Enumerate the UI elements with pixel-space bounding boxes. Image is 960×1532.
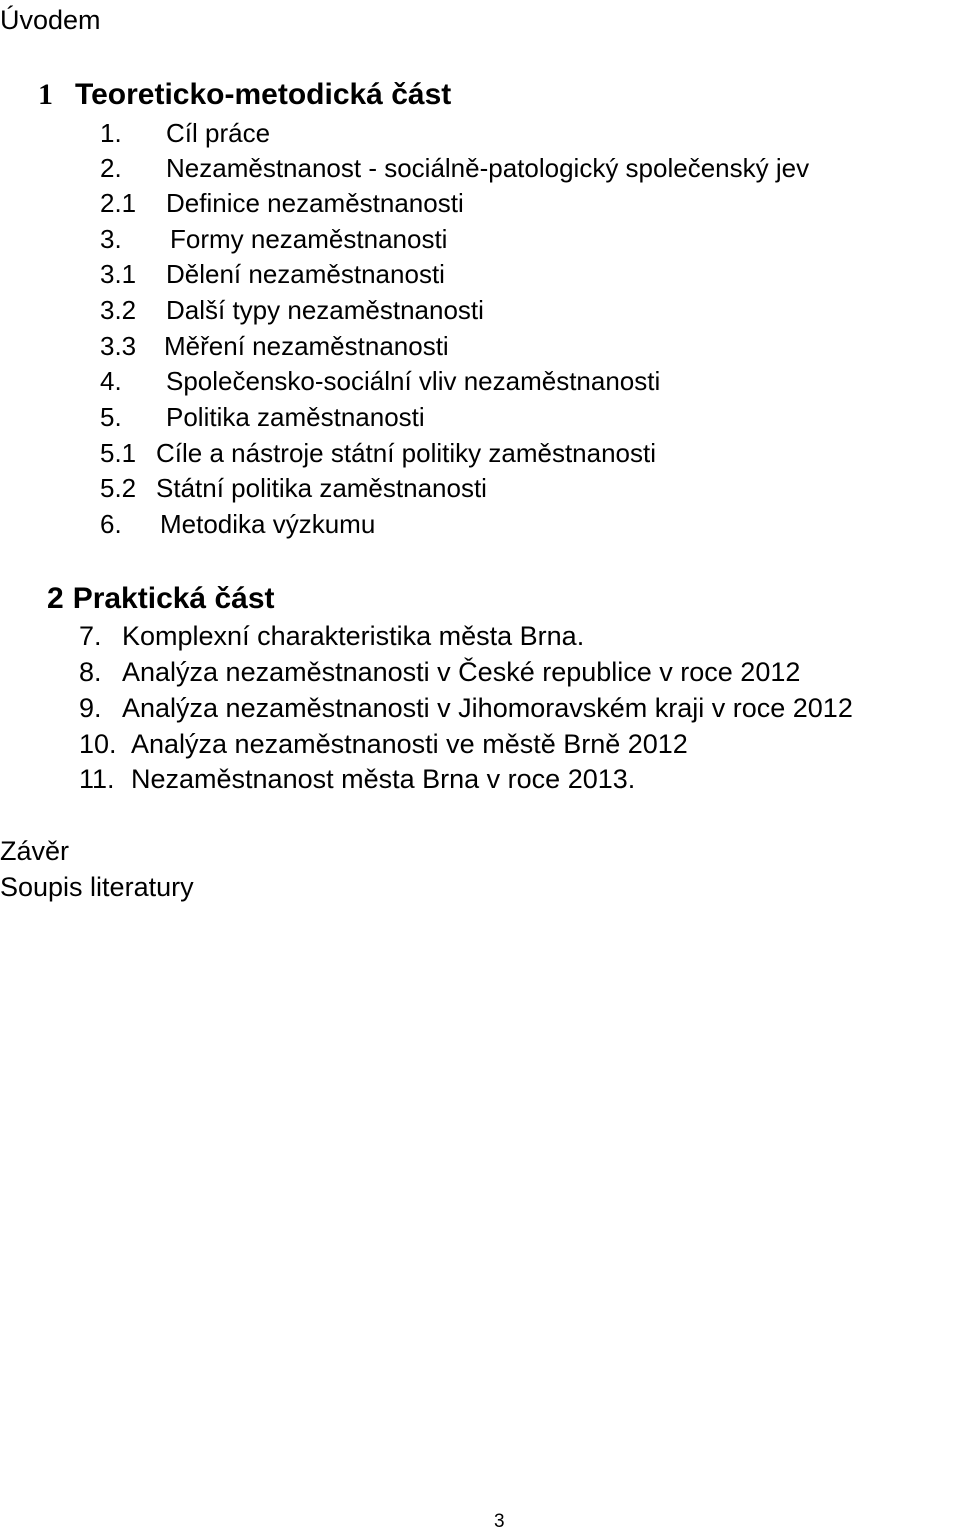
toc-item-number: 8.	[79, 657, 102, 687]
toc-item	[79, 766, 635, 793]
toc-item-text: Dělení nezaměstnanosti	[166, 259, 445, 289]
toc-item-number: 5.1	[100, 438, 137, 468]
toc-item-number: 10.	[79, 729, 117, 759]
toc-item-number: 11.	[79, 764, 115, 794]
toc-item-text: Nezaměstnanost - sociálně-patologický společenský jev	[166, 153, 810, 183]
toc-item-number: 2.1	[100, 188, 137, 218]
toc-item-number: 9.	[79, 693, 102, 723]
toc-part1-heading	[38, 80, 451, 110]
toc-item	[100, 155, 809, 181]
toc-item	[79, 695, 853, 722]
toc-item-text: Měření nezaměstnanosti	[164, 331, 449, 361]
toc-item-text: Definice nezaměstnanosti	[166, 188, 464, 218]
toc-part2-heading	[47, 584, 275, 614]
toc-entry-conclusion	[0, 838, 69, 865]
toc-item	[79, 623, 584, 650]
toc-item-text: Nezaměstnanost města Brna v roce 2013.	[131, 764, 636, 794]
toc-item	[100, 333, 449, 359]
toc-item-text: Cíle a nástroje státní politiky zaměstnanosti	[156, 438, 657, 468]
toc-item-text: Analýza nezaměstnanosti v Jihomoravském kraji v roce 2012	[122, 693, 853, 723]
toc-item-text: Analýza nezaměstnanosti ve městě Brně 2012	[131, 729, 688, 759]
page-number: 3	[494, 1511, 505, 1532]
toc-item	[100, 297, 484, 323]
toc-item	[100, 440, 656, 466]
toc-item-number: 5.	[100, 402, 122, 432]
toc-item-text: Státní politika zaměstnanosti	[156, 473, 487, 503]
toc-item	[100, 475, 487, 501]
toc-item-number: 4.	[100, 366, 122, 396]
toc-item	[100, 511, 375, 537]
toc-item-text: Společensko-sociální vliv nezaměstnanosti	[166, 366, 661, 396]
toc-item-text: Metodika výzkumu	[160, 509, 376, 539]
toc-part1-title: Teoreticko-metodická část	[75, 78, 452, 111]
toc-item-text: Komplexní charakteristika města Brna.	[122, 621, 585, 651]
toc-item-number: 6.	[100, 509, 122, 539]
toc-item-text: Analýza nezaměstnanosti v České republice v roce 2012	[122, 657, 801, 687]
toc-item-number: 5.2	[100, 473, 137, 503]
toc-part1-number: 1	[38, 78, 53, 111]
toc-item	[100, 261, 445, 287]
toc-conclusion-label: Závěr	[0, 836, 70, 866]
toc-item	[79, 731, 688, 758]
toc-item-text: Další typy nezaměstnanosti	[166, 295, 484, 325]
toc-item-number: 1.	[100, 118, 122, 148]
toc-item-number: 7.	[79, 621, 102, 651]
toc-entry-bibliography	[0, 874, 194, 901]
toc-item-number: 3.1	[100, 259, 137, 289]
toc-item-number: 2.	[100, 153, 122, 183]
toc-item-number: 3.	[100, 224, 122, 254]
toc-item	[100, 226, 447, 252]
toc-part2-title: Praktická část	[72, 582, 275, 615]
toc-item-text: Cíl práce	[166, 118, 271, 148]
toc-item	[100, 368, 660, 394]
toc-intro-label: Úvodem	[0, 5, 101, 35]
toc-bibliography-label: Soupis literatury	[0, 872, 194, 902]
toc-item	[79, 659, 800, 686]
toc-item	[100, 190, 464, 216]
toc-item-number: 3.2	[100, 295, 137, 325]
toc-item	[100, 120, 270, 146]
toc-entry-intro	[0, 7, 101, 34]
toc-part2-number: 2	[47, 582, 64, 615]
toc-item-text: Formy nezaměstnanosti	[170, 224, 448, 254]
toc-item-number: 3.3	[100, 331, 137, 361]
toc-item-text: Politika zaměstnanosti	[166, 402, 425, 432]
toc-item	[100, 404, 425, 430]
